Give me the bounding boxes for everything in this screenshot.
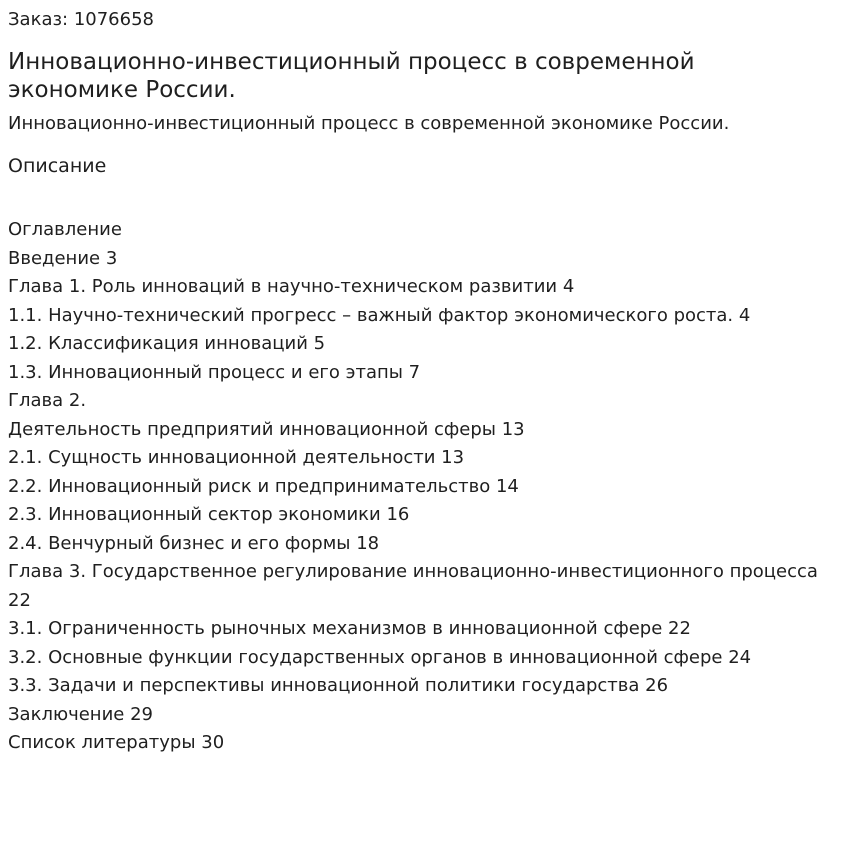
page-subtitle: Инновационно-инвестиционный процесс в современной экономике России. [8,113,730,134]
toc-item: Введение 3 [8,247,118,269]
toc-item: 1.3. Инновационный процесс и его этапы 7 [8,361,421,383]
toc-item: 2.2. Инновационный риск и предпринимательство 14 [8,475,519,497]
order-number: Заказ: 1076658 [8,9,154,30]
toc-item: 3.3. Задачи и перспективы инновационной политики государства 26 [8,675,669,696]
toc-item: 2.4. Венчурный бизнес и его формы 18 [8,532,380,554]
toc-item: Оглавление [8,219,122,240]
page-title: Инновационно-инвестиционный процесс в современной экономике России. [8,49,695,103]
toc-item: Список литературы 30 [8,732,225,753]
toc-item: Глава 3. Государственное регулирование инновационно-инвестиционного процесса 22 [8,561,818,611]
description-heading: Описание [8,155,107,177]
toc-item: 2.1. Сущность инновационной деятельности 13 [8,447,465,468]
toc-item: Глава 2. [8,390,87,411]
toc-item: 1.1. Научно-технический прогресс – важный фактор экономического роста. 4 [8,304,751,326]
toc-item: Деятельность предприятий инновационной сферы 13 [8,418,525,440]
toc-item: Глава 1. Роль инноваций в научно-техническом развитии 4 [8,276,575,297]
toc-item: 1.2. Классификация инноваций 5 [8,333,326,354]
toc-item: Заключение 29 [8,703,153,725]
toc-item: 2.3. Инновационный сектор экономики 16 [8,504,410,525]
toc-item: 3.1. Ограниченность рыночных механизмов в инновационной сфере 22 [8,618,691,639]
toc-item: 3.2. Основные функции государственных органов в инновационной сфере 24 [8,646,752,668]
table-of-contents [8,216,828,758]
